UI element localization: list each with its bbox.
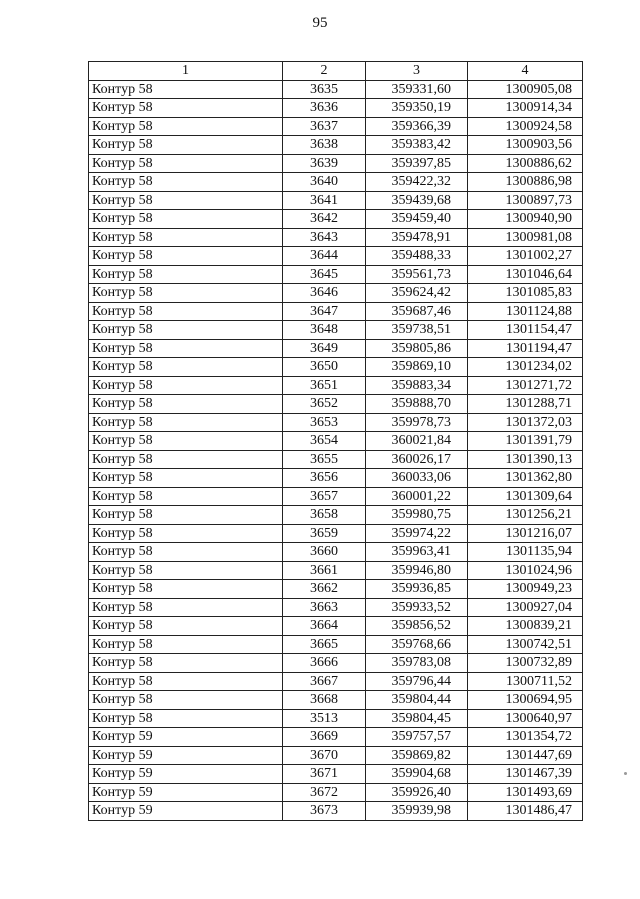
table-row <box>89 561 583 580</box>
y-coordinate-cell: 1300914,34 <box>468 99 583 118</box>
point-number-cell: 3663 <box>283 598 366 617</box>
y-coordinate-cell: 1301493,69 <box>468 783 583 802</box>
header-col-3: 3 <box>366 62 468 81</box>
y-coordinate-cell: 1301194,47 <box>468 339 583 358</box>
table-row <box>89 358 583 377</box>
table-row <box>89 376 583 395</box>
x-coordinate-cell: 359939,98 <box>366 802 468 821</box>
x-coordinate-cell: 359624,42 <box>366 284 468 303</box>
y-coordinate-cell: 1300732,89 <box>468 654 583 673</box>
x-coordinate-cell: 359366,39 <box>366 117 468 136</box>
x-coordinate-cell: 359422,32 <box>366 173 468 192</box>
table-row <box>89 580 583 599</box>
y-coordinate-cell: 1301391,79 <box>468 432 583 451</box>
point-number-cell: 3673 <box>283 802 366 821</box>
point-number-cell: 3661 <box>283 561 366 580</box>
x-coordinate-cell: 359888,70 <box>366 395 468 414</box>
point-number-cell: 3642 <box>283 210 366 229</box>
table-row <box>89 154 583 173</box>
contour-name-cell: Контур 58 <box>89 284 283 303</box>
table-row <box>89 691 583 710</box>
y-coordinate-cell: 1301271,72 <box>468 376 583 395</box>
x-coordinate-cell: 359796,44 <box>366 672 468 691</box>
contour-name-cell: Контур 58 <box>89 99 283 118</box>
point-number-cell: 3640 <box>283 173 366 192</box>
x-coordinate-cell: 359936,85 <box>366 580 468 599</box>
y-coordinate-cell: 1300905,08 <box>468 80 583 99</box>
table-row <box>89 228 583 247</box>
x-coordinate-cell: 359383,42 <box>366 136 468 155</box>
table-row <box>89 543 583 562</box>
point-number-cell: 3641 <box>283 191 366 210</box>
table-row <box>89 709 583 728</box>
y-coordinate-cell: 1300949,23 <box>468 580 583 599</box>
x-coordinate-cell: 360001,22 <box>366 487 468 506</box>
table-row <box>89 432 583 451</box>
x-coordinate-cell: 359926,40 <box>366 783 468 802</box>
point-number-cell: 3639 <box>283 154 366 173</box>
contour-name-cell: Контур 58 <box>89 376 283 395</box>
table-body <box>89 80 583 820</box>
contour-name-cell: Контур 58 <box>89 617 283 636</box>
contour-name-cell: Контур 58 <box>89 598 283 617</box>
table-row <box>89 506 583 525</box>
table-row <box>89 99 583 118</box>
x-coordinate-cell: 360021,84 <box>366 432 468 451</box>
scan-speck-mark <box>624 772 627 775</box>
contour-name-cell: Контур 58 <box>89 191 283 210</box>
contour-name-cell: Контур 58 <box>89 413 283 432</box>
y-coordinate-cell: 1301154,47 <box>468 321 583 340</box>
x-coordinate-cell: 359804,44 <box>366 691 468 710</box>
point-number-cell: 3672 <box>283 783 366 802</box>
y-coordinate-cell: 1300742,51 <box>468 635 583 654</box>
y-coordinate-cell: 1301362,80 <box>468 469 583 488</box>
table-row <box>89 191 583 210</box>
x-coordinate-cell: 359804,45 <box>366 709 468 728</box>
contour-name-cell: Контур 58 <box>89 228 283 247</box>
table-row <box>89 598 583 617</box>
x-coordinate-cell: 359783,08 <box>366 654 468 673</box>
table-row <box>89 173 583 192</box>
table-row <box>89 339 583 358</box>
y-coordinate-cell: 1301046,64 <box>468 265 583 284</box>
x-coordinate-cell: 359488,33 <box>366 247 468 266</box>
point-number-cell: 3644 <box>283 247 366 266</box>
table-row <box>89 728 583 747</box>
point-number-cell: 3665 <box>283 635 366 654</box>
table-row <box>89 284 583 303</box>
point-number-cell: 3668 <box>283 691 366 710</box>
x-coordinate-cell: 359738,51 <box>366 321 468 340</box>
point-number-cell: 3648 <box>283 321 366 340</box>
y-coordinate-cell: 1301486,47 <box>468 802 583 821</box>
header-col-1: 1 <box>89 62 283 81</box>
contour-name-cell: Контур 59 <box>89 783 283 802</box>
y-coordinate-cell: 1301216,07 <box>468 524 583 543</box>
contour-name-cell: Контур 58 <box>89 469 283 488</box>
contour-name-cell: Контур 58 <box>89 524 283 543</box>
contour-name-cell: Контур 58 <box>89 395 283 414</box>
table-row <box>89 302 583 321</box>
contour-name-cell: Контур 59 <box>89 802 283 821</box>
contour-name-cell: Контур 58 <box>89 173 283 192</box>
point-number-cell: 3637 <box>283 117 366 136</box>
point-number-cell: 3645 <box>283 265 366 284</box>
x-coordinate-cell: 359946,80 <box>366 561 468 580</box>
coordinates-table <box>88 61 583 821</box>
point-number-cell: 3670 <box>283 746 366 765</box>
contour-name-cell: Контур 58 <box>89 321 283 340</box>
contour-name-cell: Контур 58 <box>89 302 283 321</box>
header-row <box>89 62 583 81</box>
table-row <box>89 672 583 691</box>
x-coordinate-cell: 359397,85 <box>366 154 468 173</box>
table-row <box>89 210 583 229</box>
contour-name-cell: Контур 58 <box>89 580 283 599</box>
y-coordinate-cell: 1301372,03 <box>468 413 583 432</box>
point-number-cell: 3659 <box>283 524 366 543</box>
contour-name-cell: Контур 58 <box>89 80 283 99</box>
point-number-cell: 3647 <box>283 302 366 321</box>
x-coordinate-cell: 360026,17 <box>366 450 468 469</box>
table-row <box>89 247 583 266</box>
contour-name-cell: Контур 58 <box>89 506 283 525</box>
y-coordinate-cell: 1301124,88 <box>468 302 583 321</box>
point-number-cell: 3667 <box>283 672 366 691</box>
table-row <box>89 117 583 136</box>
y-coordinate-cell: 1300924,58 <box>468 117 583 136</box>
contour-name-cell: Контур 58 <box>89 136 283 155</box>
x-coordinate-cell: 359869,82 <box>366 746 468 765</box>
page-number: 95 <box>312 15 328 31</box>
point-number-cell: 3660 <box>283 543 366 562</box>
contour-name-cell: Контур 58 <box>89 561 283 580</box>
point-number-cell: 3657 <box>283 487 366 506</box>
contour-name-cell: Контур 58 <box>89 154 283 173</box>
contour-name-cell: Контур 59 <box>89 746 283 765</box>
contour-name-cell: Контур 58 <box>89 654 283 673</box>
contour-name-cell: Контур 58 <box>89 691 283 710</box>
point-number-cell: 3636 <box>283 99 366 118</box>
contour-name-cell: Контур 59 <box>89 765 283 784</box>
y-coordinate-cell: 1301234,02 <box>468 358 583 377</box>
table-row <box>89 413 583 432</box>
contour-name-cell: Контур 58 <box>89 487 283 506</box>
point-number-cell: 3651 <box>283 376 366 395</box>
point-number-cell: 3664 <box>283 617 366 636</box>
contour-name-cell: Контур 58 <box>89 432 283 451</box>
y-coordinate-cell: 1301256,21 <box>468 506 583 525</box>
x-coordinate-cell: 359974,22 <box>366 524 468 543</box>
x-coordinate-cell: 359459,40 <box>366 210 468 229</box>
y-coordinate-cell: 1300640,97 <box>468 709 583 728</box>
table-row <box>89 80 583 99</box>
table-row <box>89 487 583 506</box>
contour-name-cell: Контур 58 <box>89 450 283 469</box>
table-row <box>89 746 583 765</box>
point-number-cell: 3646 <box>283 284 366 303</box>
contour-name-cell: Контур 58 <box>89 543 283 562</box>
table-row <box>89 524 583 543</box>
point-number-cell: 3653 <box>283 413 366 432</box>
y-coordinate-cell: 1301354,72 <box>468 728 583 747</box>
y-coordinate-cell: 1300981,08 <box>468 228 583 247</box>
y-coordinate-cell: 1300897,73 <box>468 191 583 210</box>
y-coordinate-cell: 1301309,64 <box>468 487 583 506</box>
x-coordinate-cell: 359768,66 <box>366 635 468 654</box>
table-row <box>89 635 583 654</box>
y-coordinate-cell: 1301447,69 <box>468 746 583 765</box>
point-number-cell: 3638 <box>283 136 366 155</box>
point-number-cell: 3513 <box>283 709 366 728</box>
x-coordinate-cell: 359478,91 <box>366 228 468 247</box>
table-header <box>89 62 583 81</box>
y-coordinate-cell: 1300940,90 <box>468 210 583 229</box>
y-coordinate-cell: 1300694,95 <box>468 691 583 710</box>
point-number-cell: 3655 <box>283 450 366 469</box>
x-coordinate-cell: 359805,86 <box>366 339 468 358</box>
y-coordinate-cell: 1301390,13 <box>468 450 583 469</box>
contour-name-cell: Контур 58 <box>89 339 283 358</box>
x-coordinate-cell: 359933,52 <box>366 598 468 617</box>
contour-name-cell: Контур 58 <box>89 265 283 284</box>
table-row <box>89 265 583 284</box>
x-coordinate-cell: 359757,57 <box>366 728 468 747</box>
point-number-cell: 3649 <box>283 339 366 358</box>
contour-name-cell: Контур 59 <box>89 728 283 747</box>
point-number-cell: 3666 <box>283 654 366 673</box>
point-number-cell: 3662 <box>283 580 366 599</box>
table-row <box>89 654 583 673</box>
y-coordinate-cell: 1300839,21 <box>468 617 583 636</box>
header-col-4: 4 <box>468 62 583 81</box>
table-row <box>89 802 583 821</box>
contour-name-cell: Контур 58 <box>89 672 283 691</box>
x-coordinate-cell: 359856,52 <box>366 617 468 636</box>
table-row <box>89 617 583 636</box>
x-coordinate-cell: 359904,68 <box>366 765 468 784</box>
contour-name-cell: Контур 58 <box>89 709 283 728</box>
x-coordinate-cell: 359963,41 <box>366 543 468 562</box>
contour-name-cell: Контур 58 <box>89 635 283 654</box>
y-coordinate-cell: 1300711,52 <box>468 672 583 691</box>
table-row <box>89 136 583 155</box>
x-coordinate-cell: 359439,68 <box>366 191 468 210</box>
point-number-cell: 3654 <box>283 432 366 451</box>
point-number-cell: 3669 <box>283 728 366 747</box>
point-number-cell: 3635 <box>283 80 366 99</box>
contour-name-cell: Контур 58 <box>89 358 283 377</box>
x-coordinate-cell: 359561,73 <box>366 265 468 284</box>
table-row <box>89 395 583 414</box>
x-coordinate-cell: 359331,60 <box>366 80 468 99</box>
point-number-cell: 3650 <box>283 358 366 377</box>
contour-name-cell: Контур 58 <box>89 117 283 136</box>
x-coordinate-cell: 359687,46 <box>366 302 468 321</box>
header-col-2: 2 <box>283 62 366 81</box>
y-coordinate-cell: 1300886,98 <box>468 173 583 192</box>
y-coordinate-cell: 1300886,62 <box>468 154 583 173</box>
x-coordinate-cell: 359883,34 <box>366 376 468 395</box>
y-coordinate-cell: 1300903,56 <box>468 136 583 155</box>
x-coordinate-cell: 360033,06 <box>366 469 468 488</box>
x-coordinate-cell: 359350,19 <box>366 99 468 118</box>
x-coordinate-cell: 359869,10 <box>366 358 468 377</box>
y-coordinate-cell: 1301467,39 <box>468 765 583 784</box>
point-number-cell: 3671 <box>283 765 366 784</box>
table-row <box>89 783 583 802</box>
y-coordinate-cell: 1300927,04 <box>468 598 583 617</box>
table-row <box>89 469 583 488</box>
point-number-cell: 3652 <box>283 395 366 414</box>
x-coordinate-cell: 359980,75 <box>366 506 468 525</box>
y-coordinate-cell: 1301135,94 <box>468 543 583 562</box>
y-coordinate-cell: 1301024,96 <box>468 561 583 580</box>
point-number-cell: 3656 <box>283 469 366 488</box>
table-row <box>89 321 583 340</box>
point-number-cell: 3658 <box>283 506 366 525</box>
contour-name-cell: Контур 58 <box>89 210 283 229</box>
y-coordinate-cell: 1301288,71 <box>468 395 583 414</box>
table-row <box>89 450 583 469</box>
x-coordinate-cell: 359978,73 <box>366 413 468 432</box>
y-coordinate-cell: 1301085,83 <box>468 284 583 303</box>
contour-name-cell: Контур 58 <box>89 247 283 266</box>
table-row <box>89 765 583 784</box>
y-coordinate-cell: 1301002,27 <box>468 247 583 266</box>
point-number-cell: 3643 <box>283 228 366 247</box>
